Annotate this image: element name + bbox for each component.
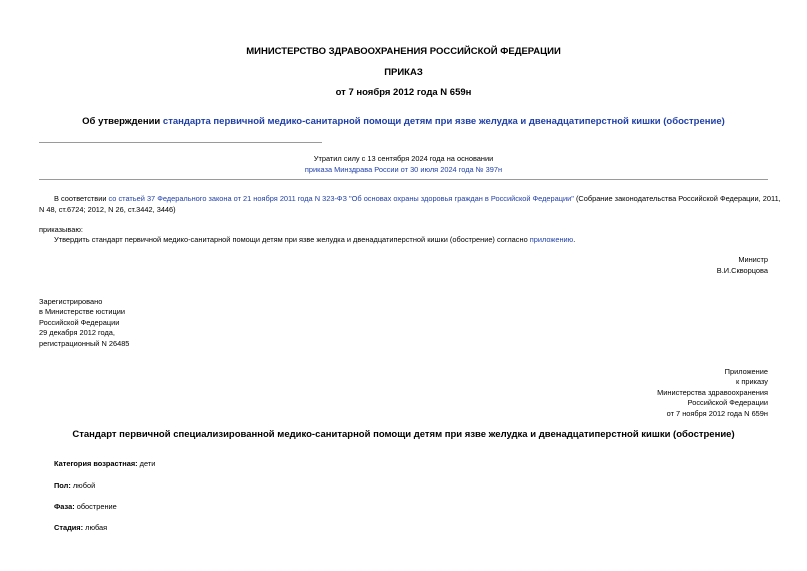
- status-divider: [39, 179, 768, 180]
- registration-line: в Министерстве юстиции: [39, 307, 126, 317]
- document-title: [0, 116, 807, 127]
- field-stage: [54, 523, 107, 532]
- appendix-link[interactable]: приложению: [529, 235, 574, 244]
- field-label: Стадия:: [54, 523, 84, 532]
- approve-text: Утвердить стандарт первичной медико-санитарной помощи детям при язве желудка и двенадцатиперстной кишки (обострение) согласно: [54, 235, 530, 244]
- signature-name: В.И.Скворцова: [716, 266, 768, 275]
- appendix-block: [657, 367, 768, 419]
- field-value: дети: [137, 459, 156, 468]
- field-value: обострение: [74, 502, 117, 511]
- registration-block: [39, 297, 129, 349]
- signature-position: Министр: [738, 255, 768, 264]
- appendix-line: Российской Федерации: [687, 398, 768, 408]
- para-line-2: N 48, ст.6724; 2012, N 26, ст.3442, 3446): [39, 205, 176, 214]
- field-value: любая: [83, 523, 108, 532]
- field-sex: [54, 481, 95, 490]
- field-value: любой: [70, 481, 96, 490]
- appendix-line: от 7 ноября 2012 года N 659н: [666, 408, 768, 418]
- para-suffix: (Собрание законодательства Российской Федерации, 2011,: [573, 194, 781, 203]
- title-standard-link[interactable]: стандарта первичной медико-санитарной помощи детям при язве желудка и двенадцатиперстной кишки (обострение): [162, 116, 725, 127]
- order-word: приказываю:: [39, 225, 83, 234]
- appendix-line: Приложение: [724, 367, 768, 376]
- doc-type-heading: ПРИКАЗ: [384, 67, 423, 78]
- appendix-line: Министерства здравоохранения: [657, 387, 768, 397]
- approve-paragraph: [54, 235, 575, 244]
- standard-title: Стандарт первичной специализированной медико-санитарной помощи детям при язве желудка и двенадцатиперстной кишки (обострение): [72, 429, 735, 440]
- doc-date-number: от 7 ноября 2012 года N 659н: [335, 87, 472, 98]
- registration-line: Зарегистрировано: [39, 297, 103, 306]
- para-prefix: В соответствии: [54, 194, 109, 203]
- approve-end: .: [573, 235, 576, 244]
- title-prefix: Об утверждении: [82, 116, 163, 127]
- status-line: Утратил силу с 13 сентября 2024 года на основании: [313, 154, 494, 163]
- registration-line: Российской Федерации: [39, 317, 120, 327]
- field-label: Категория возрастная:: [54, 459, 138, 468]
- appendix-line: к приказу: [736, 377, 768, 387]
- field-label: Пол:: [54, 481, 71, 490]
- registration-line: 29 декабря 2012 года,: [39, 328, 115, 338]
- law-article-link[interactable]: со статьей 37 Федерального закона от 21 ноября 2011 года N 323-ФЗ "Об основах охраны здоровья граждан в Российской Федерации": [108, 194, 574, 203]
- field-label: Фаза:: [54, 502, 75, 511]
- field-phase: [54, 502, 117, 511]
- ministry-heading: МИНИСТЕРСТВО ЗДРАВООХРАНЕНИЯ РОССИЙСКОЙ ФЕДЕРАЦИИ: [246, 46, 561, 57]
- field-age-category: [54, 459, 155, 468]
- registration-line: регистрационный N 26485: [39, 338, 130, 348]
- title-divider: [39, 142, 322, 143]
- legal-basis-paragraph: [54, 194, 781, 203]
- status-repeal-link[interactable]: приказа Минздрава России от 30 июля 2024 года № 397н: [304, 165, 503, 174]
